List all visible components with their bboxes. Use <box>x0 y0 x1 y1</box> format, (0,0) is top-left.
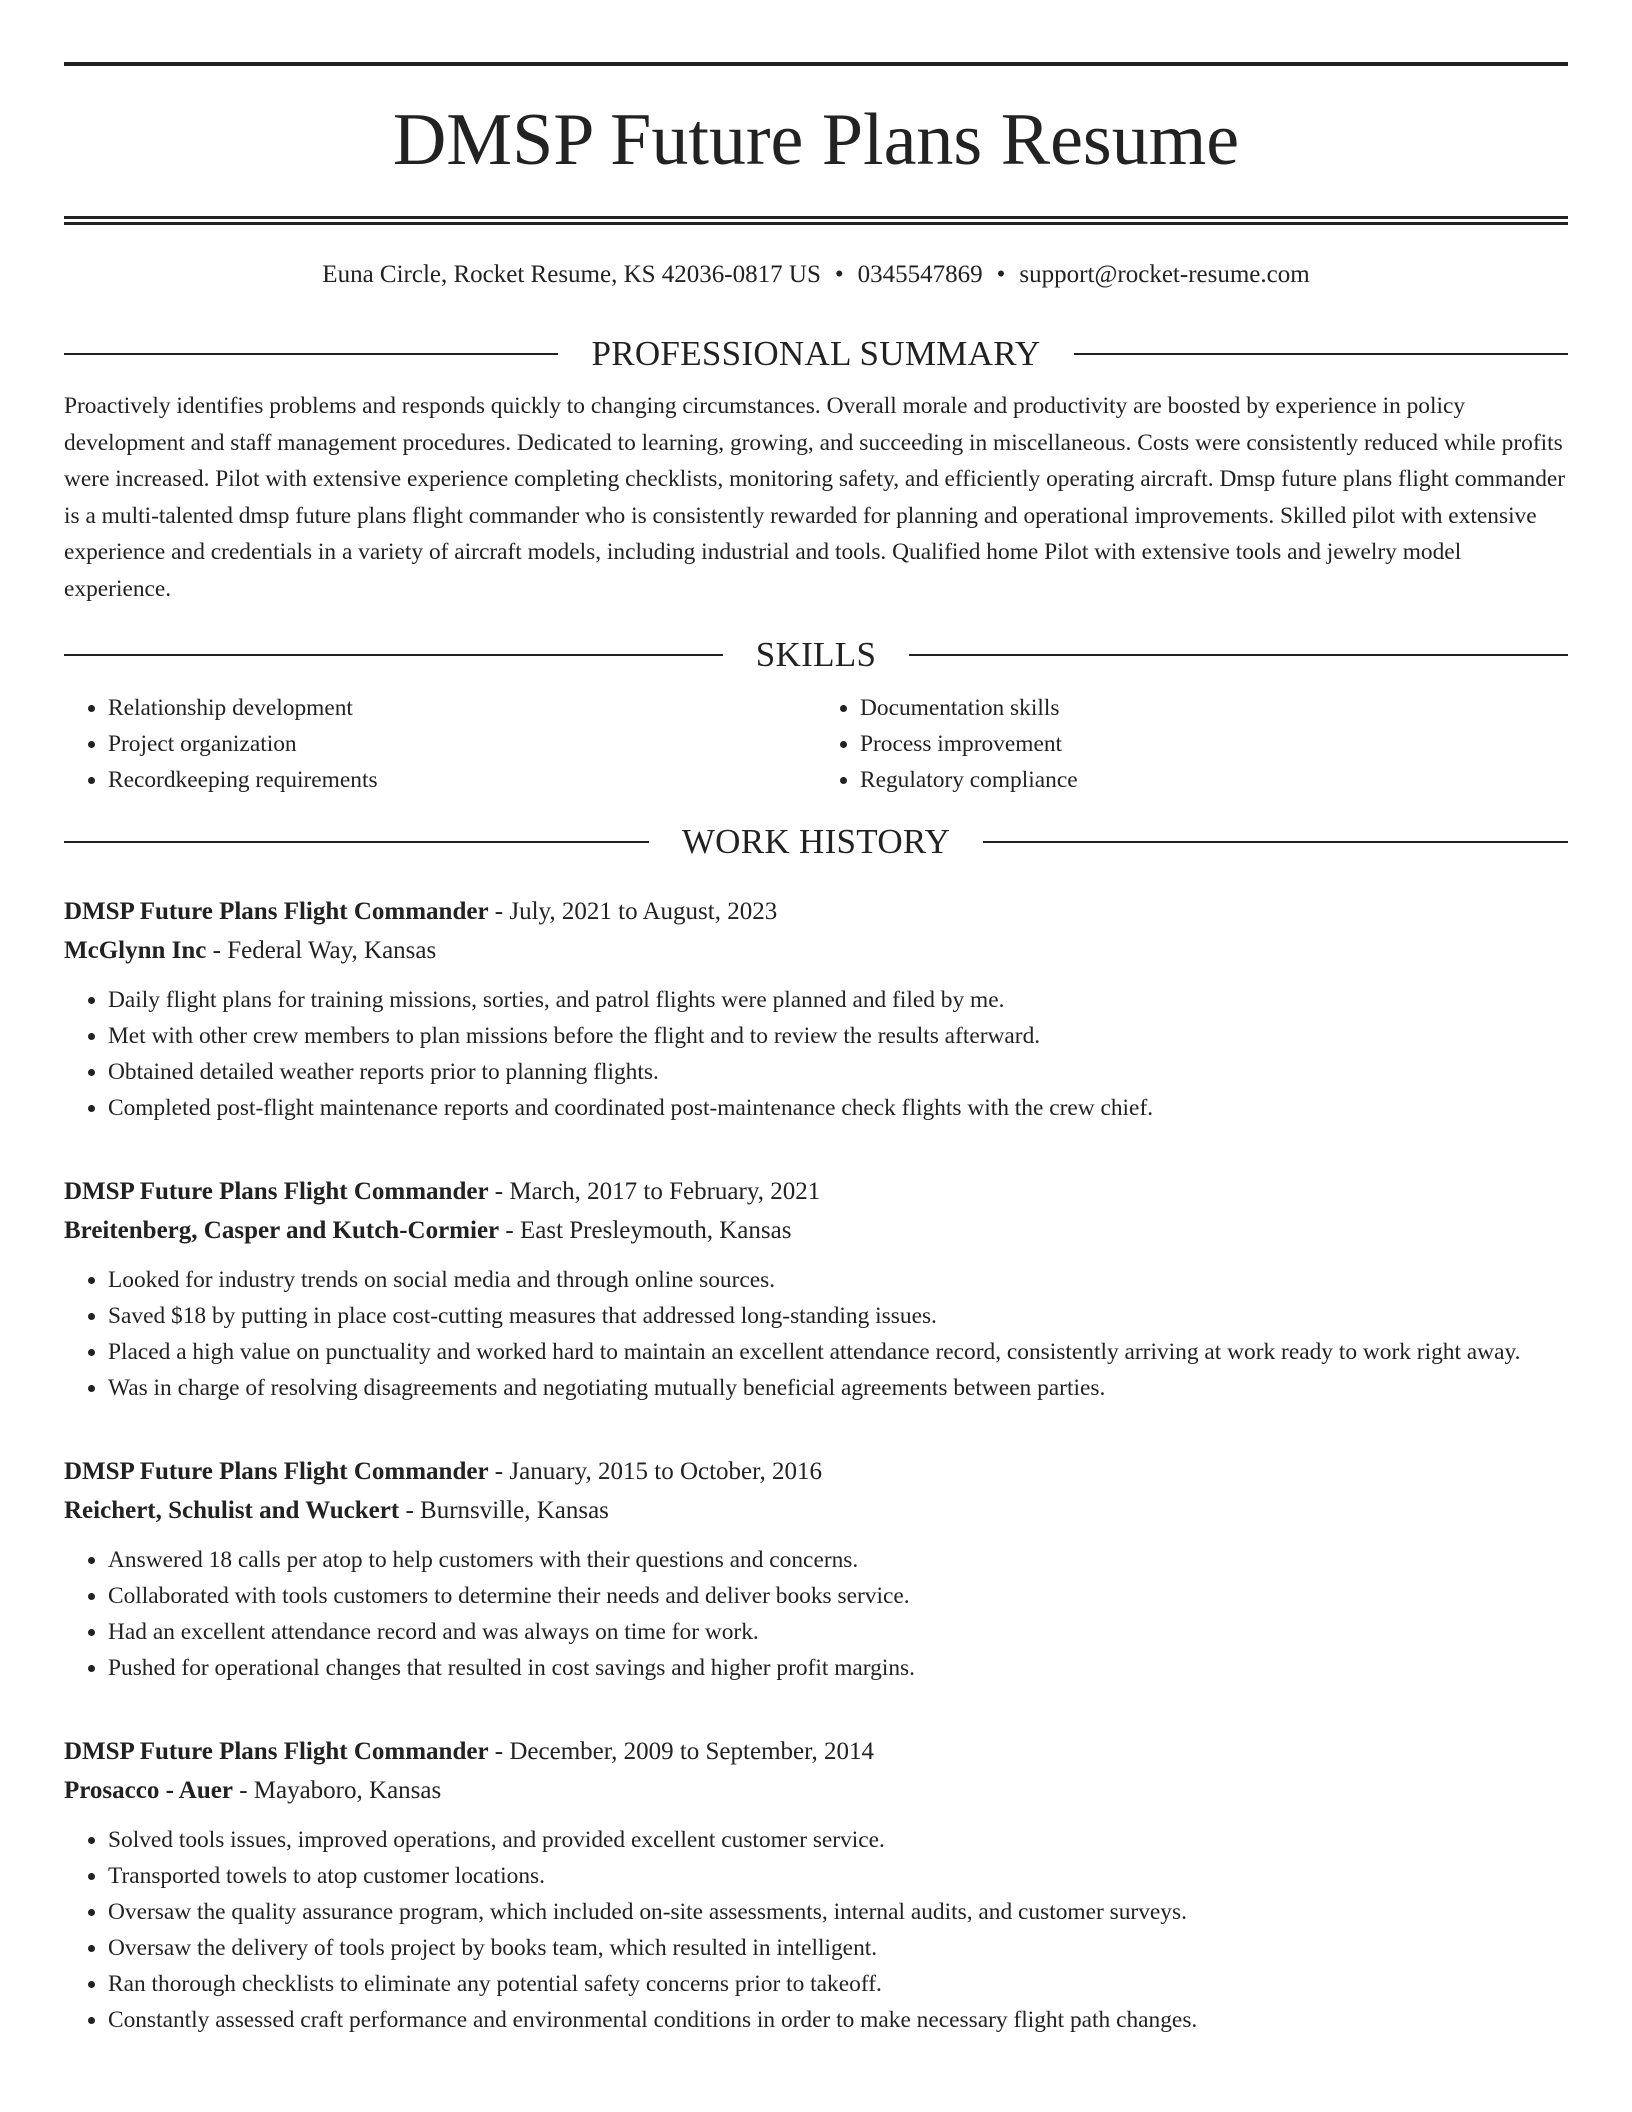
skill-item: • Process improvement <box>860 726 1568 762</box>
job-title: DMSP Future Plans Flight Commander <box>64 1738 489 1765</box>
heading-rule-right <box>909 654 1568 656</box>
job-dates: July, 2021 to August, 2023 <box>509 898 778 925</box>
job-bullets <box>64 1542 1568 1686</box>
job-title-line: DMSP Future Plans Flight Commander - July, 2021 to August, 2023 <box>64 898 778 925</box>
job-bullet: • Saved $18 by putting in place cost-cutting measures that addressed long-standing issues. <box>108 1298 1568 1334</box>
contact-email: support@rocket-resume.com <box>1019 261 1310 288</box>
skill-item: • Documentation skills <box>860 690 1568 726</box>
job-bullet: • Was in charge of resolving disagreements and negotiating mutually beneficial agreements between parties. <box>108 1370 1568 1406</box>
job-title: DMSP Future Plans Flight Commander <box>64 1178 489 1205</box>
contact-address: Euna Circle, Rocket Resume, KS 42036-0817 US <box>322 261 821 288</box>
contact-line <box>64 258 1568 292</box>
heading-rule-left <box>64 353 558 355</box>
job-entry <box>64 1452 1568 1686</box>
job-company-line: Reichert, Schulist and Wuckert - Burnsville, Kansas <box>64 1497 609 1524</box>
job-bullet: • Collaborated with tools customers to determine their needs and deliver books service. <box>108 1578 1568 1614</box>
job-bullet: • Daily flight plans for training missions, sorties, and patrol flights were planned and filed by me. <box>108 982 1568 1018</box>
job-bullet: • Obtained detailed weather reports prior to planning flights. <box>108 1054 1568 1090</box>
contact-separator: • <box>996 261 1006 288</box>
heading-rule-right <box>983 841 1568 843</box>
job-bullets <box>64 1822 1568 2038</box>
job-title: DMSP Future Plans Flight Commander <box>64 898 489 925</box>
job-bullet: • Completed post-flight maintenance reports and coordinated post-maintenance check flights with the crew chief. <box>108 1090 1568 1126</box>
job-location: East Presleymouth, Kansas <box>519 1217 792 1244</box>
job-location: Federal Way, Kansas <box>227 937 437 964</box>
job-dates: December, 2009 to September, 2014 <box>509 1738 874 1765</box>
heading-rule-left <box>64 841 649 843</box>
job-bullet: • Constantly assessed craft performance and environmental conditions in order to make necessary flight path changes. <box>108 2002 1568 2038</box>
title-double-rule <box>64 216 1568 225</box>
job-bullet: • Answered 18 calls per atop to help customers with their questions and concerns. <box>108 1542 1568 1578</box>
summary-heading <box>64 332 1568 376</box>
skills-list <box>64 690 1568 798</box>
job-bullet: • Transported towels to atop customer locations. <box>108 1858 1568 1894</box>
job-company-line: Prosacco - Auer - Mayaboro, Kansas <box>64 1777 442 1804</box>
job-bullet: • Pushed for operational changes that resulted in cost savings and higher profit margins. <box>108 1650 1568 1686</box>
job-bullet: • Oversaw the quality assurance program, which included on-site assessments, internal audits, and customer surveys. <box>108 1894 1568 1930</box>
job-bullet: • Oversaw the delivery of tools project by books team, which resulted in intelligent. <box>108 1930 1568 1966</box>
heading-rule-left <box>64 654 723 656</box>
job-bullet: • Solved tools issues, improved operations, and provided excellent customer service. <box>108 1822 1568 1858</box>
job-entry <box>64 1732 1568 2038</box>
job-entry <box>64 892 1568 1126</box>
job-dates: March, 2017 to February, 2021 <box>509 1178 821 1205</box>
job-company: Breitenberg, Casper and Kutch-Cormier <box>64 1217 500 1244</box>
job-company-line: McGlynn Inc - Federal Way, Kansas <box>64 937 437 964</box>
skills-column-left <box>64 690 816 798</box>
skill-item: • Relationship development <box>108 690 816 726</box>
summary-text: Proactively identifies problems and responds quickly to changing circumstances. Overall morale and productivity are boosted by experience in policy development and staff management procedures. Dedicated to learning, growing, and succeeding in miscellaneous. Costs were consistently reduced while profits were increased. Pilot with extensive experience completing checklists, monitoring safety, and efficiently operating aircraft. Dmsp future plans flight commander is a multi-talented dmsp future plans flight commander who is consistently rewarded for planning and operational improvements. Skilled pilot with extensive experience and credentials in a variety of aircraft models, including industrial and tools. Qualified home Pilot with extensive tools and jewelry model experience. <box>64 393 1566 602</box>
job-bullet: • Looked for industry trends on social media and through online sources. <box>108 1262 1568 1298</box>
contact-phone: 0345547869 <box>857 261 983 288</box>
job-bullet: • Had an excellent attendance record and was always on time for work. <box>108 1614 1568 1650</box>
skills-heading-label: SKILLS <box>755 635 877 674</box>
skills-heading <box>64 633 1568 677</box>
skill-item: • Regulatory compliance <box>860 762 1568 798</box>
job-title-line: DMSP Future Plans Flight Commander - January, 2015 to October, 2016 <box>64 1458 822 1485</box>
job-bullet: • Met with other crew members to plan missions before the flight and to review the results afterward. <box>108 1018 1568 1054</box>
top-rule <box>64 62 1568 66</box>
work-history-heading <box>64 820 1568 864</box>
job-company-line: Breitenberg, Casper and Kutch-Cormier - East Presleymouth, Kansas <box>64 1217 792 1244</box>
job-bullet: • Ran thorough checklists to eliminate any potential safety concerns prior to takeoff. <box>108 1966 1568 2002</box>
contact-separator: • <box>834 261 844 288</box>
job-entry <box>64 1172 1568 1406</box>
job-dates: January, 2015 to October, 2016 <box>509 1458 822 1485</box>
resume-title: DMSP Future Plans Resume <box>392 99 1240 181</box>
job-title: DMSP Future Plans Flight Commander <box>64 1458 489 1485</box>
job-title-line: DMSP Future Plans Flight Commander - March, 2017 to February, 2021 <box>64 1178 821 1205</box>
summary-heading-label: PROFESSIONAL SUMMARY <box>591 334 1041 373</box>
job-bullet: • Placed a high value on punctuality and worked hard to maintain an excellent attendance record, consistently arriving at work ready to work right away. <box>108 1334 1568 1370</box>
work-history-heading-label: WORK HISTORY <box>681 822 951 861</box>
job-location: Burnsville, Kansas <box>420 1497 609 1524</box>
job-title-line: DMSP Future Plans Flight Commander - December, 2009 to September, 2014 <box>64 1738 874 1765</box>
heading-rule-right <box>1074 353 1568 355</box>
job-bullets <box>64 1262 1568 1406</box>
skill-item: • Project organization <box>108 726 816 762</box>
skill-item: • Recordkeeping requirements <box>108 762 816 798</box>
job-company: Reichert, Schulist and Wuckert <box>64 1497 400 1524</box>
job-company: McGlynn Inc <box>64 937 207 964</box>
job-location: Mayaboro, Kansas <box>253 1777 442 1804</box>
skills-column-right <box>816 690 1568 798</box>
job-bullets <box>64 982 1568 1126</box>
job-company: Prosacco - Auer <box>64 1777 233 1804</box>
